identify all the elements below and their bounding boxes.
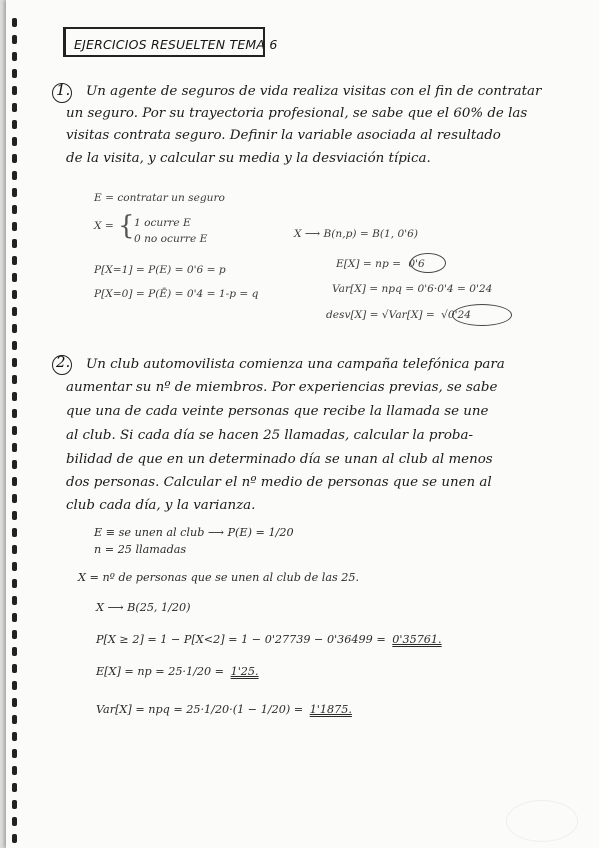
binding-hole: [12, 103, 17, 112]
binding-hole: [12, 154, 17, 163]
binding-hole: [12, 732, 17, 741]
title-box: [63, 27, 278, 57]
exercise-1-x-definition: X =: [94, 220, 114, 232]
exercise-1-x-case-0: 0 no ocurre E: [134, 233, 208, 245]
binding-hole: [12, 256, 17, 265]
exercise-2-distribution: X ⟶ B(25, 1/20): [96, 601, 191, 614]
binding-hole: [12, 205, 17, 214]
binding-hole: [12, 783, 17, 792]
binding-hole: [12, 477, 17, 486]
notebook-page: [6, 0, 599, 848]
binding-hole: [12, 409, 17, 418]
exercise-2-event-definition: E ≡ se unen al club ⟶ P(E) = 1/20: [94, 526, 294, 539]
binding-hole: [12, 52, 17, 61]
spiral-binding: [12, 0, 20, 848]
binding-hole: [12, 358, 17, 367]
binding-hole: [12, 375, 17, 384]
binding-hole: [12, 817, 17, 826]
exercise-1-mean-prefix: E[X] = np =: [336, 258, 402, 270]
binding-hole: [12, 596, 17, 605]
exercise-2-number: 2.: [56, 353, 71, 371]
exercise-1-event-definition: E = contratar un seguro: [94, 192, 225, 204]
exercise-1-number: 1.: [56, 81, 71, 99]
show-through-mark: [506, 800, 578, 842]
exercise-2-statement-line: club cada día, y la varianza.: [66, 498, 256, 513]
binding-hole: [12, 86, 17, 95]
binding-hole: [12, 494, 17, 503]
binding-hole: [12, 222, 17, 231]
binding-hole: [12, 528, 17, 537]
exercise-2-n: n = 25 llamadas: [94, 543, 187, 556]
exercise-2-variance-value: 1'1875.: [309, 703, 352, 716]
exercise-2-variance-prefix: Var[X] = npq = 25·1/20·(1 − 1/20) =: [96, 703, 304, 716]
exercise-1-sd: [326, 309, 471, 321]
binding-hole: [12, 171, 17, 180]
binding-hole: [12, 579, 17, 588]
brace-icon: {: [118, 211, 135, 241]
exercise-2-probability-prefix: P[X ≥ 2] = 1 − P[X<2] = 1 − 0'27739 − 0'36499 =: [96, 633, 386, 646]
binding-hole: [12, 137, 17, 146]
binding-hole: [12, 562, 17, 571]
binding-hole: [12, 766, 17, 775]
binding-hole: [12, 35, 17, 44]
binding-hole: [12, 426, 17, 435]
binding-hole: [12, 18, 17, 27]
binding-hole: [12, 120, 17, 129]
binding-hole: [12, 613, 17, 622]
binding-hole: [12, 511, 17, 520]
binding-hole: [12, 749, 17, 758]
page-title: EJERCICIOS RESUELTEN TEMA 6: [74, 37, 278, 52]
exercise-1-sd-value: √0'24: [441, 309, 472, 321]
binding-hole: [12, 188, 17, 197]
exercise-2-probability-value: 0'35761.: [392, 633, 442, 646]
exercise-2-statement-line: al club. Si cada día se hacen 25 llamadas, calcular la proba-: [66, 428, 473, 443]
exercise-2-probability: [96, 633, 442, 646]
binding-hole: [12, 307, 17, 316]
binding-hole: [12, 715, 17, 724]
binding-hole: [12, 341, 17, 350]
binding-hole: [12, 681, 17, 690]
exercise-2-mean-value: 1'25.: [230, 665, 259, 678]
binding-hole: [12, 273, 17, 282]
exercise-1-distribution: X ⟶ B(n,p) = B(1, 0'6): [294, 228, 419, 240]
binding-hole: [12, 545, 17, 554]
binding-hole: [12, 290, 17, 299]
exercise-1-statement-line: un seguro. Por su trayectoria profesional, se sabe que el 60% de las: [66, 106, 528, 121]
exercise-2-mean-prefix: E[X] = np = 25·1/20 =: [96, 665, 225, 678]
exercise-1-x-case-1: 1 ocurre E: [134, 217, 191, 229]
exercise-2-statement-line: aumentar su nº de miembros. Por experiencias previas, se sabe: [66, 380, 498, 395]
exercise-2-variance: [96, 703, 352, 716]
binding-hole: [12, 800, 17, 809]
binding-hole: [12, 324, 17, 333]
binding-hole: [12, 239, 17, 248]
exercise-1-mean-value: 0'6: [408, 258, 425, 270]
binding-hole: [12, 630, 17, 639]
exercise-1-sd-prefix: desv[X] = √Var[X] =: [326, 309, 435, 321]
binding-hole: [12, 392, 17, 401]
exercise-2-x-definition: X = nº de personas que se unen al club de las 25.: [78, 571, 360, 584]
exercise-1-statement-line: visitas contrata seguro. Definir la variable asociada al resultado: [66, 128, 501, 143]
exercise-1-mean-circle: [410, 253, 446, 273]
exercise-1-statement-line: Un agente de seguros de vida realiza visitas con el fin de contratar: [86, 84, 542, 99]
binding-hole: [12, 460, 17, 469]
exercise-2-statement-line: bilidad de que en un determinado día se unan al club al menos: [66, 452, 493, 467]
exercise-1-p-x-0: P[X=0] = P(Ē) = 0'4 = 1-p = q: [94, 288, 259, 300]
binding-hole: [12, 664, 17, 673]
binding-hole: [12, 647, 17, 656]
exercise-2-statement-line: dos personas. Calcular el nº medio de personas que se unen al: [66, 475, 492, 490]
exercise-2-mean: [96, 665, 259, 678]
binding-hole: [12, 443, 17, 452]
exercise-1-variance: Var[X] = npq = 0'6·0'4 = 0'24: [332, 283, 493, 295]
exercise-2-statement-line: Un club automovilista comienza una campaña telefónica para: [86, 357, 505, 372]
exercise-1-sd-circle: [452, 304, 512, 326]
exercise-1-p-x-1: P[X=1] = P(E) = 0'6 = p: [94, 264, 226, 276]
exercise-2-statement-line: que una de cada veinte personas que recibe la llamada se une: [66, 404, 489, 419]
exercise-1-statement-line: de la visita, y calcular su media y la desviación típica.: [66, 151, 431, 166]
binding-hole: [12, 698, 17, 707]
binding-hole: [12, 69, 17, 78]
binding-hole: [12, 834, 17, 843]
